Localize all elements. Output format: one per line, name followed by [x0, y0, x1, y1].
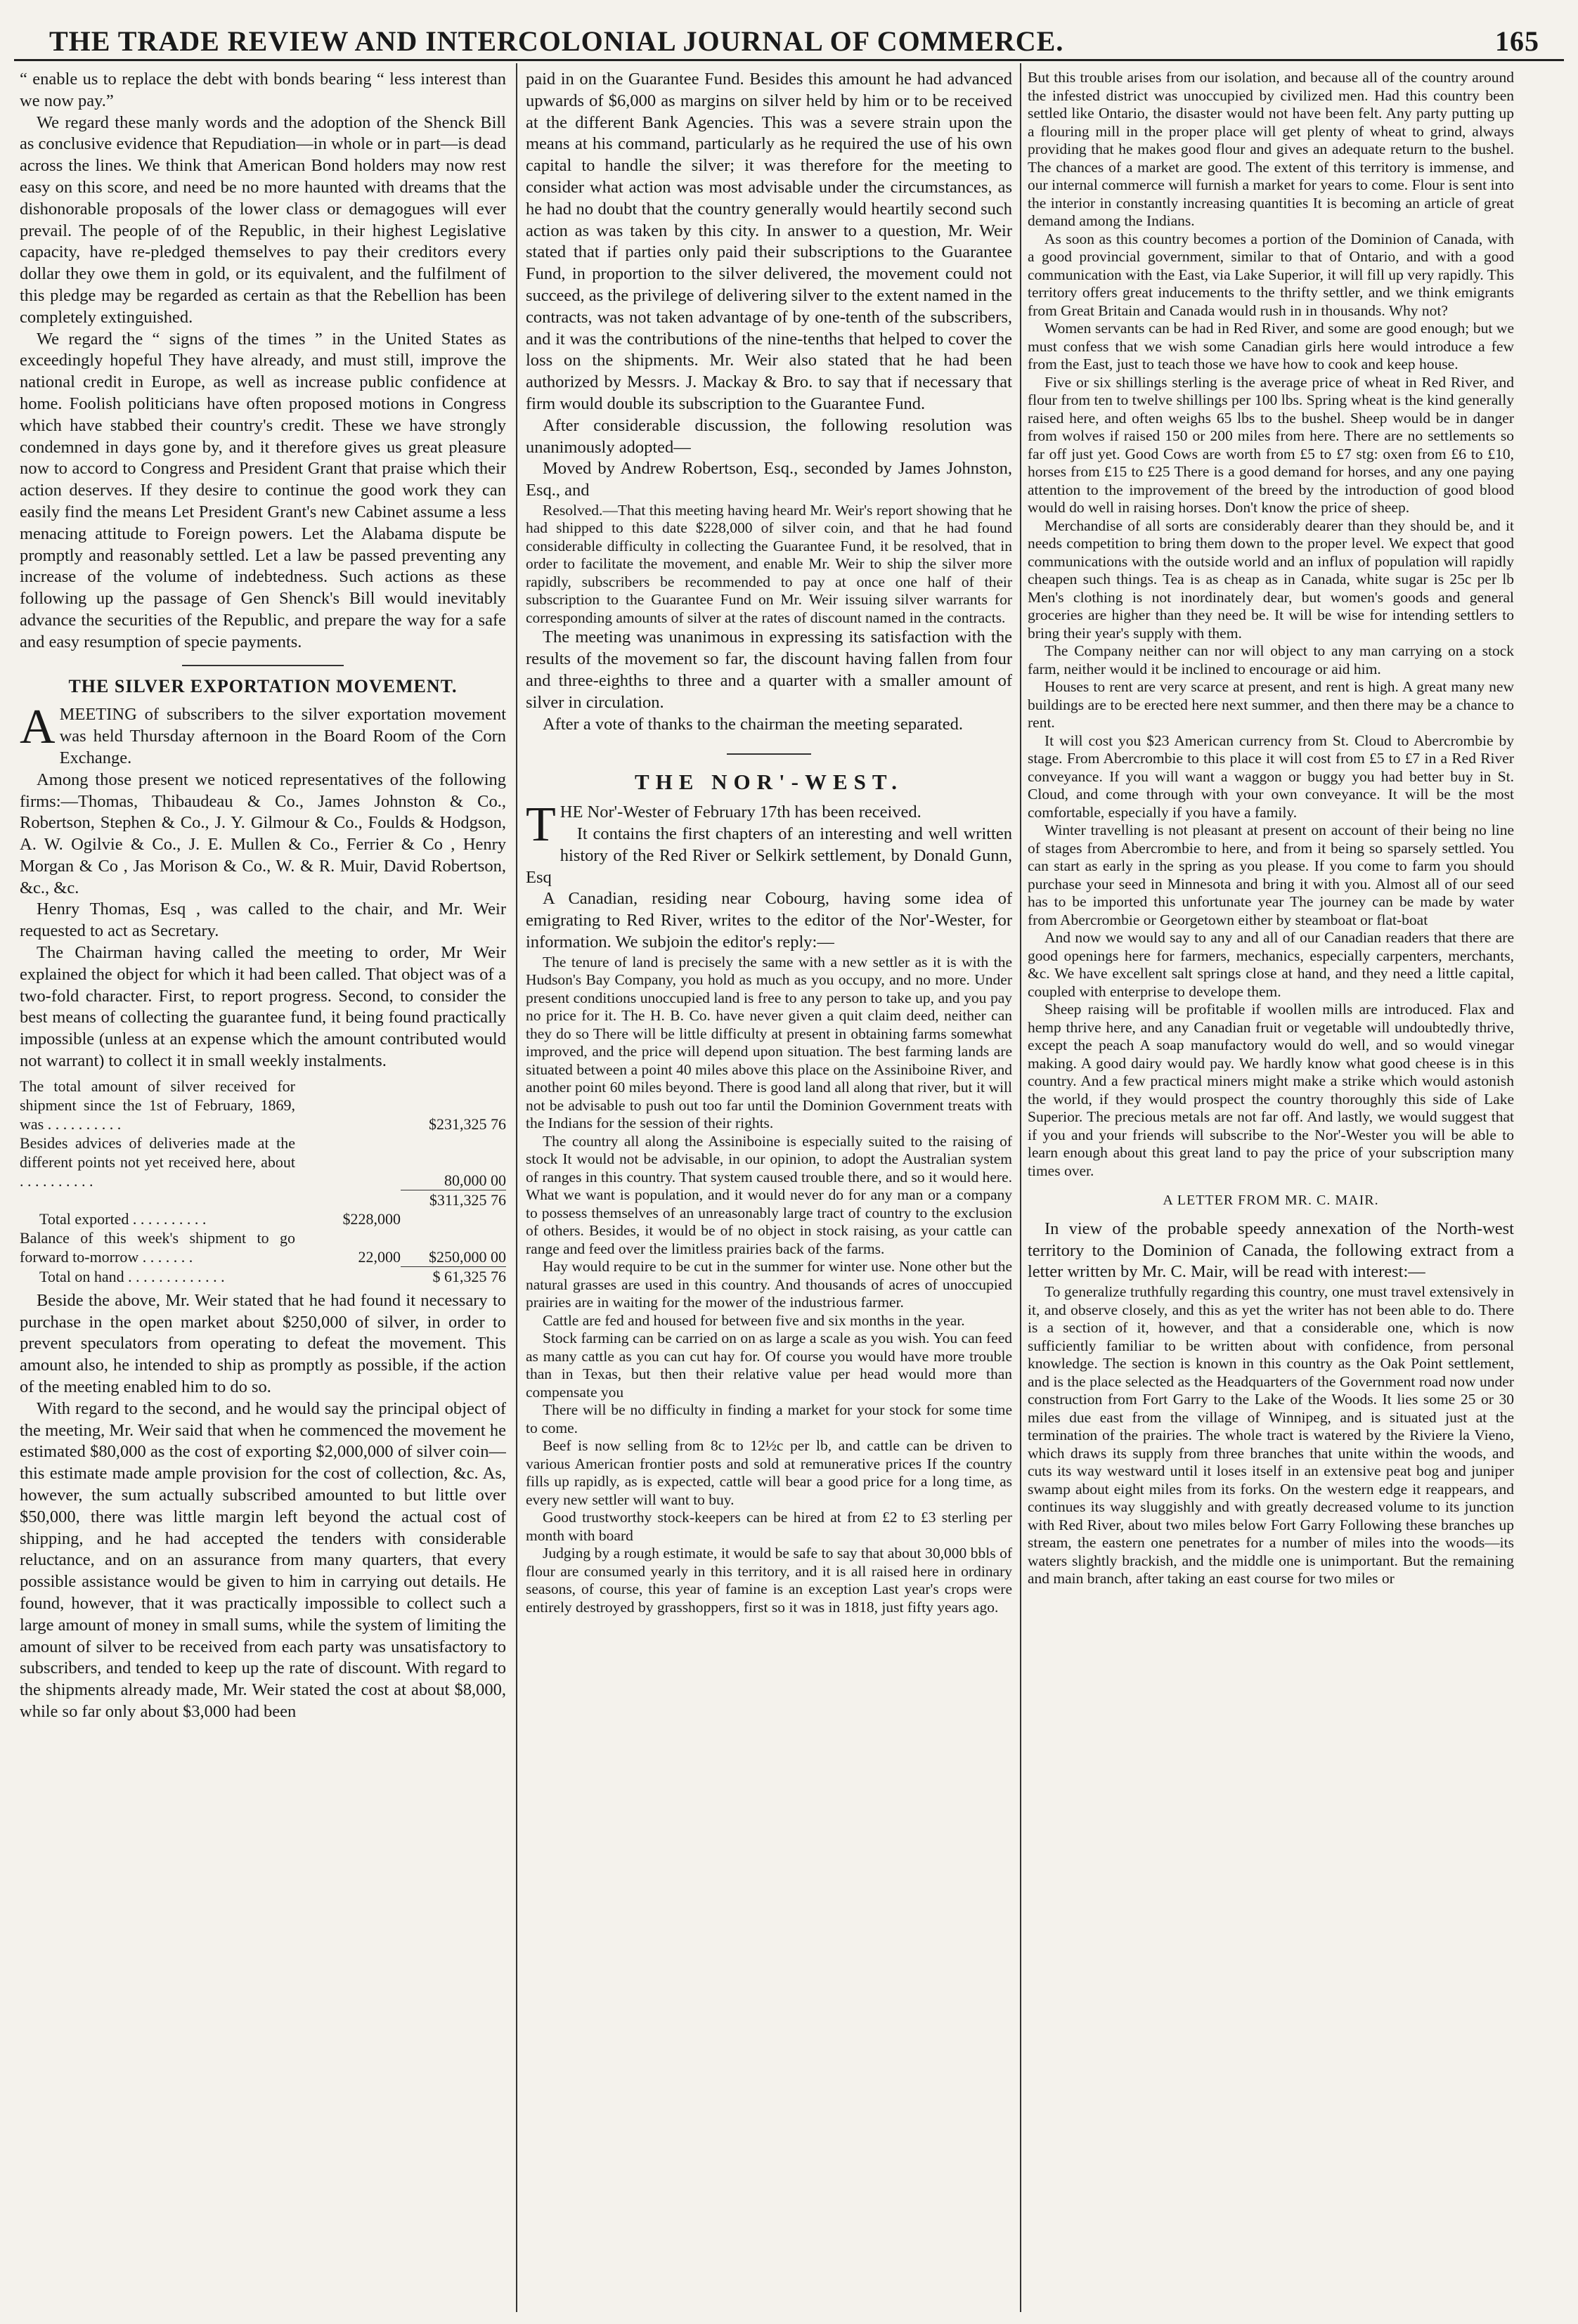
masthead-rule — [14, 59, 1564, 61]
table-label: Total exported . . . . . . . . . . — [39, 1210, 207, 1228]
lead-paragraph-text: HE Nor'-Wester of February 17th has been received. — [560, 803, 921, 822]
column-divider — [1020, 63, 1021, 2312]
reply-paragraph: Five or six shillings sterling is the average price of wheat in Red River, and flour from ten to twelve shillings per 100 lbs. Spring wheat is the kind generally raised here, and often weighs 65 lbs to the bushel. Sheep would be in danger from wolves if raised 150 or 200 miles from here. There are no settlements so far off just yet. Good Cows are worth from £5 to £7 stg: oxen from £6 to £10, horses from £15 to £25 There is a good demand for horses, and any one paying attention to the improvement of the breed by the introduction of good blood would do well in raising horses. Don't know the price of sheep. — [1028, 373, 1514, 516]
table-label: Balance of this week's shipment to go forward to-morrow . . . . . . . — [20, 1229, 295, 1266]
table-row — [20, 1228, 506, 1266]
reply-paragraph: Winter travelling is not pleasant at present on account of their being no line of stages from Abercrombie to here, and from it being so sparsely settled. You can start as early in the spring as you please. If you come to farm you should purchase your seed in Minnesota and bring it with you. Almost all of our seed has to be imported this unfortunate year The journey can be made by water from Abercrombie or Georgetown either by steamboat or flat-boat — [1028, 822, 1514, 928]
article-paragraph: Moved by Andrew Robertson, Esq., seconded by James Johnston, Esq., and — [526, 459, 1012, 500]
table-label: The total amount of silver received for shipment since the 1st of February, 1869, was . . . . . . . . . . — [20, 1077, 295, 1133]
reply-paragraph: The country all along the Assiniboine is especially suited to the raising of stock It would not be advisable, in our opinion, to adopt the Australian system of ranges in this country. That system caused trouble there, and so it would here. What we want is population, and it would never do for any man or a company to possess themselves of an unreasonably large tract of country to the exclusion of others. Besides, it would be of no object in stock raising, as your cattle can range and feed over the limitless prairies back of the farms. — [526, 1132, 1012, 1257]
article-paragraph: Henry Thomas, Esq , was called to the chair, and Mr. Weir requested to act as Secretary. — [20, 900, 506, 941]
reply-paragraph: Women servants can be had in Red River, and some are good enough; but we must confess that we wish some Canadian girls here would introduce a few from the East, just to teach those we have how to cook and keep house. — [1028, 320, 1514, 372]
article-paragraph: paid in on the Guarantee Fund. Besides this amount he had advanced upwards of $6,000 as margins on silver held by him or to be received at the different Bank Agencies. This was a severe strain upon the means at his command, particularly as he required the use of his own capital to handle the silver; it was therefore for the meeting to consider what action was most advisable under the circumstances, as he had no doubt that the country generally would heartily second such action as was taken by this city. In answer to a question, Mr. Weir stated that if parties only paid their subscriptions to the Guarantee Fund, in proportion to the silver delivered, the movement could not succeed, as the privilege of delivering silver to the extent named in the contracts, was not taken advantage of by one-tenth of the subscribers, and it was the contributions of the nine-tenths that helped to cover the loss on the shipments. Mr. Weir also stated that he had been authorized by Messrs. J. Mackay & Bro. to say that if necessary that firm would double its subscription to the Guarantee Fund. — [526, 70, 1012, 413]
masthead — [49, 24, 1539, 58]
page-number: 165 — [1495, 25, 1539, 57]
article-paragraph: After considerable discussion, the following resolution was unanimously adopted— — [526, 415, 1012, 457]
column-divider — [516, 63, 517, 2312]
reply-paragraph: Merchandise of all sorts are considerably dearer than they should be, and it needs competition to bring them down to the proper level. We expect that good communications with the outside world and an influx of population will rapidly cheapen such things. Tea is as cheap as in Canada, white sugar is 25c per lb Men's clothing is not inordinately dear, but women's goods and general groceries are higher than they need be. It will be wise for intending settlers to bring their year's supply with them. — [1028, 517, 1514, 642]
resolution-paragraph: Resolved.—That this meeting having heard Mr. Weir's report showing that he had shipped to this date $228,000 of silver coin, and that he had found considerable difficulty in collecting the Guarantee Fund, it be resolved, that in order to facilitate the movement, and enable Mr. Weir to ship the silver more rapidly, subscribers be recommended to pay at once one half of their subscription to the Guarantee Fund on Mr. Weir issuing silver warrants for corresponding amounts of silver at the rates of discount named in the contracts. — [526, 501, 1012, 626]
column-3 — [1028, 69, 1514, 2311]
table-label: Besides advices of deliveries made at the different points not yet received here, about . . . . . . . . . . — [20, 1134, 295, 1190]
reply-paragraph: Good trustworthy stock-keepers can be hired at from £2 to £3 sterling per month with board — [526, 1509, 1012, 1544]
table-amount: $311,325 76 — [401, 1190, 506, 1210]
article-paragraph: We regard these manly words and the adoption of the Shenck Bill as conclusive evidence that Repudiation—in whole or in part—is dead across the lines. We think that American Bond holders may now rest easy on this score, and need be no more haunted with dreams that the dishonorable proposals of the lower class or demagogues will ever prevail. The people of of the Republic, in their highest Legislative capacity, have re-pledged themselves to pay their creditors every dollar they owe them in gold, or its equivalent, and the fulfilment of this pledge may be regarded as certain as that the Rebellion has been completely extinguished. — [20, 112, 506, 327]
article-paragraph — [20, 700, 506, 769]
table-subamount: $228,000 — [342, 1210, 401, 1228]
reply-paragraph: As soon as this country becomes a portion of the Dominion of Canada, with a good provincial government, similar to that of Ontario, and with a good communication with the East, via Lake Superior, it will fill up very rapidly. This territory offers great inducements to the thrifty settler, and we think emigrants from Great Britain and Canada would rush in in thousands. Why not? — [1028, 230, 1514, 319]
reply-paragraph: Stock farming can be carried on on as large a scale as you wish. You can feed as many cattle as you can cut hay for. Of course you would have more trouble than in Texas, but then their relative value per head would more than compensate you — [526, 1330, 1012, 1401]
reply-paragraph: Houses to rent are very scarce at present, and rent is high. A great many new buildings are to be erected here next summer, and then there may be a chance to rent. — [1028, 678, 1514, 731]
reply-paragraph: Judging by a rough estimate, it would be safe to say that about 30,000 bbls of flour are consumed yearly in this territory, and it is all raised here in ordinary seasons, of course, this year of famine is an exception Last year's crops were entirely destroyed by grasshoppers, first so it was in 1818, just fifty years ago. — [526, 1545, 1012, 1616]
reply-paragraph: Beef is now selling from 8c to 12½c per lb, and cattle can be driven to various American frontier posts and sold at remunerative prices If the country fills up rapidly, as is expected, cattle will bear a good price for a long time, as every new settler will want to buy. — [526, 1437, 1012, 1508]
silver-account-table — [20, 1077, 506, 1286]
article-paragraph: The meeting was unanimous in expressing its satisfaction with the results of the movement so far, the discount having fallen from four and three-eighths to three and a quarter with a smaller amount of silver in circulation. — [526, 628, 1012, 712]
table-amount: 80,000 00 — [444, 1171, 506, 1190]
article-paragraph: It contains the first chapters of an interesting and well written history of the Red River or Selkirk settlement, by Donald Gunn, Esq — [526, 824, 1012, 887]
table-row — [20, 1190, 506, 1210]
article-paragraph: A Canadian, residing near Cobourg, having some idea of emigrating to Red River, writes to the editor of the Nor'-Wester, for information. We subjoin the editor's reply:— — [526, 889, 1012, 952]
article-paragraph: Among those present we noticed representatives of the following firms:—Thomas, Thibaudeau & Co., James Johnston & Co., Robertson, Stephen & Co., J. Y. Gilmour & Co., Foulds & Hodgson, A. W. Ogilvie & Co., J. E. Mullen & Co., Ferrier & Co , Henry Morgan & Co , Jas Morison & Co., W. & R. Muir, David Robertson, &c., &c. — [20, 770, 506, 897]
article-paragraph: Beside the above, Mr. Weir stated that he had found it necessary to purchase in the open market about $250,000 of silver, in order to prevent speculators from operating to defeat the movement. This amount also, he intended to ship as promptly as possible, if the action of the meeting enabled him to do so. — [20, 1290, 506, 1397]
article-paragraph: With regard to the second, and he would say the principal object of the meeting, Mr. Weir said that when he commenced the movement he estimated $80,000 as the cost of exporting $2,000,000 of silver coin—this estimate made ample provision for the cost of collection, &c. As, however, the sum actually subscribed amounted to but little over $50,000, there was little margin left beyond the actual cost of shipping, and he had accepted the tenders with considerable reluctance, and on an assurance from many quarters, that every possible assistance would be given to him in carrying out details. He found, however, that it was practically impossible to collect such a large amount of money in small sums, while the system of limiting the amount of silver to be received from each party was unsatisfactory to subscribers, and tended to keep up the rate of discount. With regard to the shipments already made, Mr. Weir stated the cost at about $8,000, while so far only about $3,000 had been — [20, 1398, 506, 1721]
reply-paragraph: There will be no difficulty in finding a market for your stock for some time to come. — [526, 1401, 1012, 1436]
table-amount: $ 61,325 76 — [401, 1266, 506, 1286]
table-row — [20, 1134, 506, 1190]
column-1 — [20, 69, 506, 2311]
reply-paragraph: But this trouble arises from our isolation, and because all of the country around the infested district was unoccupied by civilized men. Had this country been settled like Ontario, the disaster would not have been felt. Any party putting up a flouring mill in the proper place will get plenty of wheat to grind, always providing that he makes good flour and gives an adequate return to the bushel. The chances of a market are good. The extent of this territory is immense, and our internal commerce will furnish a market for years to come. Flour is sent into the interior in constantly increasing quantities It is becoming an article of great demand among the Indians. — [1028, 69, 1514, 229]
article-paragraph: The Chairman having called the meeting to order, Mr Weir explained the object for which it had been called. That object was of a two-fold character. First, to report progress. Second, to consider the best means of collecting the guarantee fund, it being found practically impossible (unless at an expense which the amount contributed would not warrant) to collect it in small weekly instalments. — [20, 943, 506, 1071]
reply-paragraph: The Company neither can nor will object to any man carrying on a stock farm, neither would it be inclined to encourage or aid him. — [1028, 642, 1514, 677]
article-paragraph — [526, 798, 1012, 852]
table-row — [20, 1077, 506, 1134]
article-paragraph: In view of the probable speedy annexation of the North-west territory to the Dominion of Canada, the following extract from a letter written by Mr. C. Mair, will be read with interest:— — [1028, 1219, 1514, 1282]
mair-letter-heading: A LETTER FROM MR. C. MAIR. — [1163, 1193, 1379, 1208]
article-paragraph: We regard the “ signs of the times ” in the United States as exceedingly hopeful They have already, and must still, improve the national credit in Europe, as well as increase public confidence at home. Foolish politicians have often proposed motions in Congress which have stabbed their country's credit. These we have strongly condemned in days gone by, and it therefore gives us great pleasure now to accord to Congress and President Grant that praise which their action deserves. If they desire to continue the good work they can easily find the means Let President Grant's new Cabinet assume a less menacing attitude to Foreign powers. Let the Alabama dispute be promptly and reasonably settled. Let a law be passed preventing any increase of the volume of indebtedness. Such actions as these following up the passage of Gen Shenck's Bill would inevitably advance the securities of the Republic, and prepare the way for a safe and easy resumption of specie payments. — [20, 329, 506, 651]
reply-paragraph: Cattle are fed and housed for between five and six months in the year. — [543, 1311, 965, 1329]
article-paragraph: After a vote of thanks to the chairman the meeting separated. — [543, 714, 963, 734]
column-2 — [526, 69, 1012, 2311]
table-label: Total on hand . . . . . . . . . . . . . — [39, 1267, 225, 1285]
letter-paragraph: To generalize truthfully regarding this country, one must travel extensively in it, and observe closely, and this as yet the writer has not been able to do. There is a section of it, however, and that a considerable one, which is now sufficiently familiar to be written about with confidence, from personal knowledge. The section is known in this country as the Oak Point settlement, and is the place selected as the Headquarters of the Government road now under construction from Fort Garry to the Lake of the Woods. It lies some 25 or 30 miles due east from the village of Winnipeg, and is situated just at the termination of the prairies. The whole tract is watered by the Riviere la Vieno, which draws its supply from three branches that unite within the woods, and cuts its way westward until it loses itself in an extensive peat bog and juniper swamp about eight miles from its forks. On the western edge it reappears, and continues its way sluggishly and with greatly decreased volume to its junction with Red River, about two miles below Fort Garry Following these branches up stream, the eastern one penetrates for a number of miles into the woods—its waters slightly brackish, and the middle one is unimportant. But the remaining and main branch, after taking an east course for two miles or — [1028, 1283, 1514, 1588]
reply-paragraph: Hay would require to be cut in the summer for winter use. None other but the natural grasses are used in this country. And thousands of acres of unoccupied prairies are in waiting for the mower of the industrious farmer. — [526, 1258, 1012, 1311]
drop-cap: T — [526, 798, 556, 852]
section-separator — [182, 665, 344, 666]
silver-exportation-heading: THE SILVER EXPORTATION MOVEMENT. — [68, 675, 458, 696]
reply-paragraph: Sheep raising will be profitable if woollen mills are introduced. Flax and hemp thrive here, and any Canadian fruit or vegetable will undoubtedly thrive, except the peach A soap manufactory would do well, and so would vinegar making. A good dairy would pay. We hardly know what good cheese is in this country. And a few practical miners might make a strike which would astonish the world, if they would prospect the country thoroughly this side of Lake Superior. The precious metals are not far off. And lastly, we would suggest that if you and your friends will subscribe to the Nor'-Wester you will be able to learn enough about this great land to pay the price of your subscription many times over. — [1028, 1001, 1514, 1179]
table-row — [20, 1209, 506, 1228]
lead-paragraph-text: MEETING of subscribers to the silver exportation movement was held Thursday afternoon in the Board Room of the Corn Exchange. — [59, 705, 506, 767]
table-row — [20, 1266, 506, 1286]
reply-paragraph: And now we would say to any and all of our Canadian readers that there are good openings here for farmers, mechanics, especially carpenters, merchants, &c. We have excellent salt springs close at hand, and they need a little capital, coupled with enterprise to develope them. — [1028, 929, 1514, 1000]
table-amount: $231,325 76 — [429, 1115, 506, 1133]
drop-cap: A — [20, 700, 56, 755]
table-subamount: 22,000 — [358, 1248, 401, 1266]
section-separator — [727, 753, 811, 755]
table-amount: $250,000 00 — [429, 1247, 506, 1266]
norwest-heading: THE NOR'-WEST. — [634, 770, 904, 795]
reply-paragraph: It will cost you $23 American currency from St. Cloud to Abercrombie by stage. From Abercrombie to this place it will cost from £5 to £7 in a Red River conveyance. If you will want a waggon or buggy you had better buy in St. Cloud, and come through with your own conveyance. It will be the most comfortable, especially if you have a family. — [1028, 732, 1514, 821]
journal-title: THE TRADE REVIEW AND INTERCOLONIAL JOURNAL OF COMMERCE. — [49, 25, 1064, 57]
article-paragraph: “ enable us to replace the debt with bonds bearing “ less interest than we now pay.” — [20, 70, 506, 110]
reply-paragraph: The tenure of land is precisely the same with a new settler as it is with the Hudson's Bay Company, you hold as much as you occupy, and no more. Under present conditions unoccupied land is free to any person to take up, and you pay no price for it. The H. B. Co. have never given a quit claim deed, neither can they do so There will be little difficulty at present in obtaining farms somewhat improved, and the price will depend upon situation. The best farming lands are situated between a point 40 miles above this place on the Assiniboine River, and another point 60 miles beyond. There is good land all along that river, but it will not be advisable to push out too far until the Dominion Government treats with the Indians for the session of their rights. — [526, 953, 1012, 1132]
